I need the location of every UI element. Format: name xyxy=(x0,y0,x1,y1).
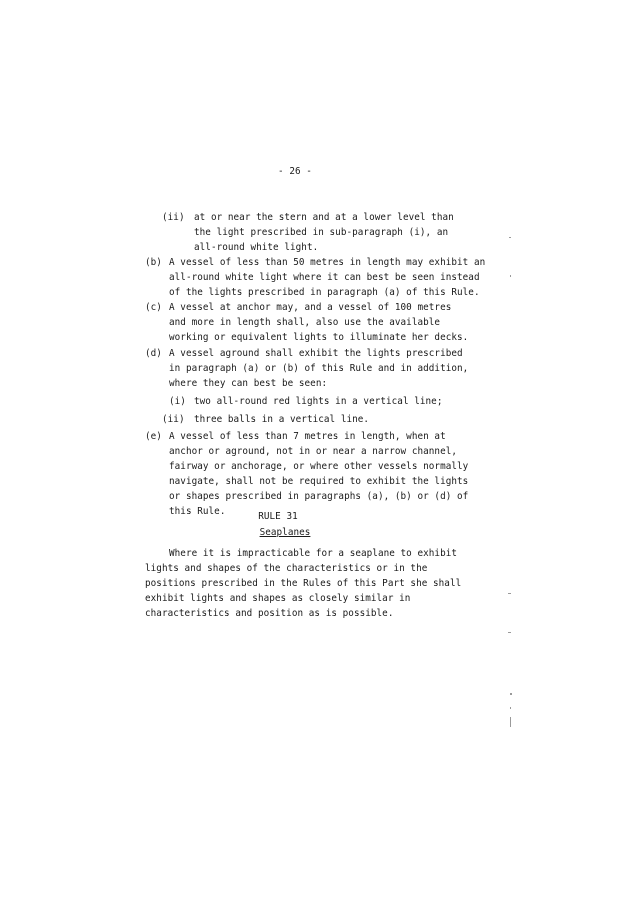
para-d-sub-i-label: (i) xyxy=(169,396,186,407)
para-d-line-2: in paragraph (a) or (b) of this Rule and in addition, xyxy=(169,363,469,374)
item-ii-line-3: all-round white light. xyxy=(194,242,319,253)
scan-speck xyxy=(510,717,511,727)
rule-body-line-5: characteristics and position as is possible. xyxy=(145,608,394,619)
para-e-line-1: A vessel of less than 7 metres in length, when at xyxy=(169,431,446,442)
para-c-line-1: A vessel at anchor may, and a vessel of 100 metres xyxy=(169,302,452,313)
scan-speck xyxy=(510,707,511,709)
para-b-line-1: A vessel of less than 50 metres in length may exhibit an xyxy=(169,257,486,268)
para-e-label: (e) xyxy=(145,431,162,442)
para-d-line-3: where they can best be seen: xyxy=(169,378,328,389)
para-d-sub-ii-label: (ii) xyxy=(162,414,185,425)
para-b-label: (b) xyxy=(145,257,162,268)
para-d-sub-ii-text: three balls in a vertical line. xyxy=(194,414,370,425)
para-e-line-4: navigate, shall not be required to exhibit the lights xyxy=(169,476,469,487)
para-d-sub-i-text: two all-round red lights in a vertical line; xyxy=(194,396,443,407)
item-ii-label: (ii) xyxy=(162,212,185,223)
item-ii-line-1: at or near the stern and at a lower level than xyxy=(194,212,454,223)
scan-speck xyxy=(509,237,511,238)
rule-heading: RULE 31 xyxy=(258,511,298,522)
page-number: - 26 - xyxy=(278,166,312,177)
para-d-line-1: A vessel aground shall exhibit the lights prescribed xyxy=(169,348,463,359)
para-e-line-3: fairway or anchorage, or where other vessels normally xyxy=(169,461,469,472)
item-ii-line-2: the light prescribed in sub-paragraph (i), an xyxy=(194,227,449,238)
para-e-line-2: anchor or aground, not in or near a narrow channel, xyxy=(169,446,458,457)
para-c-line-2: and more in length shall, also use the available xyxy=(169,317,441,328)
para-e-line-6: this Rule. xyxy=(169,506,226,517)
scan-speck xyxy=(510,693,512,695)
para-b-line-2: all-round white light where it can best be seen instead xyxy=(169,272,480,283)
rule-body-line-1: Where it is impracticable for a seaplane to exhibit xyxy=(169,548,458,559)
rule-title: Seaplanes xyxy=(259,527,311,538)
rule-body-line-3: positions prescribed in the Rules of this Part she shall xyxy=(145,578,462,589)
para-c-label: (c) xyxy=(145,302,162,313)
para-e-line-5: or shapes prescribed in paragraphs (a), (b) or (d) of xyxy=(169,491,469,502)
scan-speck xyxy=(508,632,511,633)
scan-speck xyxy=(510,275,511,277)
rule-body-line-4: exhibit lights and shapes as closely similar in xyxy=(145,593,411,604)
para-c-line-3: working or equivalent lights to illuminate her decks. xyxy=(169,332,469,343)
para-d-label: (d) xyxy=(145,348,162,359)
rule-body-line-2: lights and shapes of the characteristics or in the xyxy=(145,563,428,574)
scan-speck xyxy=(508,593,511,594)
para-b-line-3: of the lights prescribed in paragraph (a) of this Rule. xyxy=(169,287,480,298)
